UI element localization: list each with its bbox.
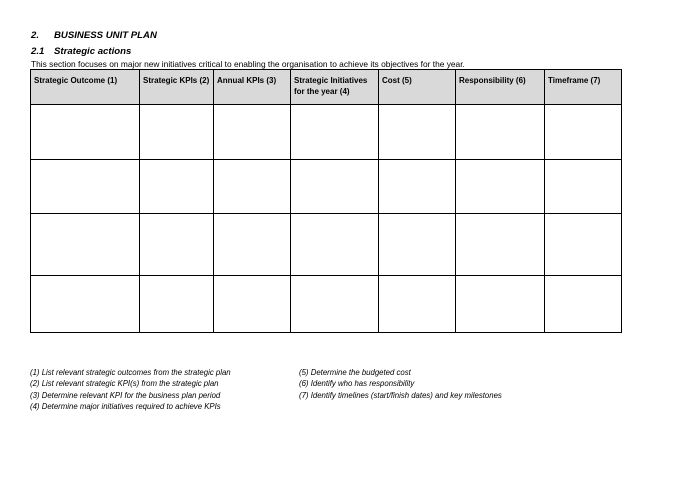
table-cell[interactable] bbox=[545, 276, 622, 333]
footnote-6: (6) Identify who has responsibility bbox=[299, 379, 415, 389]
header-responsibility: Responsibility (6) bbox=[456, 70, 545, 105]
table-cell[interactable] bbox=[31, 160, 140, 214]
subsection-heading bbox=[31, 46, 131, 57]
intro-text: This section focuses on major new initiatives critical to enabling the organisation to achieve its objectives for the year. bbox=[31, 59, 465, 69]
table-cell[interactable] bbox=[31, 214, 140, 276]
table-cell[interactable] bbox=[214, 105, 291, 160]
table-cell[interactable] bbox=[379, 160, 456, 214]
table-cell[interactable] bbox=[291, 160, 379, 214]
footnote-3: (3) Determine relevant KPI for the business plan period bbox=[30, 390, 221, 400]
footnote-2: (2) List relevant strategic KPI(s) from the strategic plan bbox=[30, 379, 219, 389]
header-cost: Cost (5) bbox=[379, 70, 456, 105]
table-cell[interactable] bbox=[31, 276, 140, 333]
table-cell[interactable] bbox=[456, 160, 545, 214]
table-row bbox=[31, 105, 622, 160]
subsection-title: Strategic actions bbox=[54, 46, 132, 57]
footnote-7: (7) Identify timelines (start/finish dates) and key milestones bbox=[299, 390, 502, 400]
table-cell[interactable] bbox=[456, 105, 545, 160]
footnotes-left bbox=[30, 367, 231, 413]
table-cell[interactable] bbox=[140, 105, 214, 160]
header-timeframe: Timeframe (7) bbox=[545, 70, 622, 105]
table-cell[interactable] bbox=[140, 160, 214, 214]
header-strategic-kpis: Strategic KPIs (2) bbox=[140, 70, 214, 105]
table-cell[interactable] bbox=[291, 214, 379, 276]
footnote-4: (4) Determine major initiatives required to achieve KPIs bbox=[30, 402, 221, 412]
strategic-actions-table bbox=[30, 69, 622, 333]
table-cell[interactable] bbox=[140, 276, 214, 333]
table-cell[interactable] bbox=[545, 214, 622, 276]
table-cell[interactable] bbox=[379, 214, 456, 276]
table-cell[interactable] bbox=[291, 105, 379, 160]
header-strategic-initiatives: Strategic Initiatives for the year (4) bbox=[291, 70, 379, 105]
table-cell[interactable] bbox=[214, 160, 291, 214]
table-cell[interactable] bbox=[214, 276, 291, 333]
table-cell[interactable] bbox=[545, 160, 622, 214]
table-cell[interactable] bbox=[140, 214, 214, 276]
table-header-row bbox=[31, 70, 622, 105]
table-cell[interactable] bbox=[456, 276, 545, 333]
table-cell[interactable] bbox=[545, 105, 622, 160]
section-title: BUSINESS UNIT PLAN bbox=[54, 30, 157, 41]
table-cell[interactable] bbox=[214, 214, 291, 276]
footnotes-right bbox=[299, 367, 502, 401]
header-strategic-outcome: Strategic Outcome (1) bbox=[31, 70, 140, 105]
table-row bbox=[31, 214, 622, 276]
header-annual-kpis: Annual KPIs (3) bbox=[214, 70, 291, 105]
table-cell[interactable] bbox=[379, 105, 456, 160]
table-cell[interactable] bbox=[456, 214, 545, 276]
footnote-1: (1) List relevant strategic outcomes from the strategic plan bbox=[30, 368, 231, 377]
table-row bbox=[31, 160, 622, 214]
table-cell[interactable] bbox=[379, 276, 456, 333]
section-heading bbox=[31, 30, 157, 41]
section-number: 2. bbox=[31, 30, 40, 41]
table-cell[interactable] bbox=[291, 276, 379, 333]
subsection-number: 2.1 bbox=[31, 46, 45, 57]
footnote-5: (5) Determine the budgeted cost bbox=[299, 368, 411, 377]
table-cell[interactable] bbox=[31, 105, 140, 160]
table-row bbox=[31, 276, 622, 333]
